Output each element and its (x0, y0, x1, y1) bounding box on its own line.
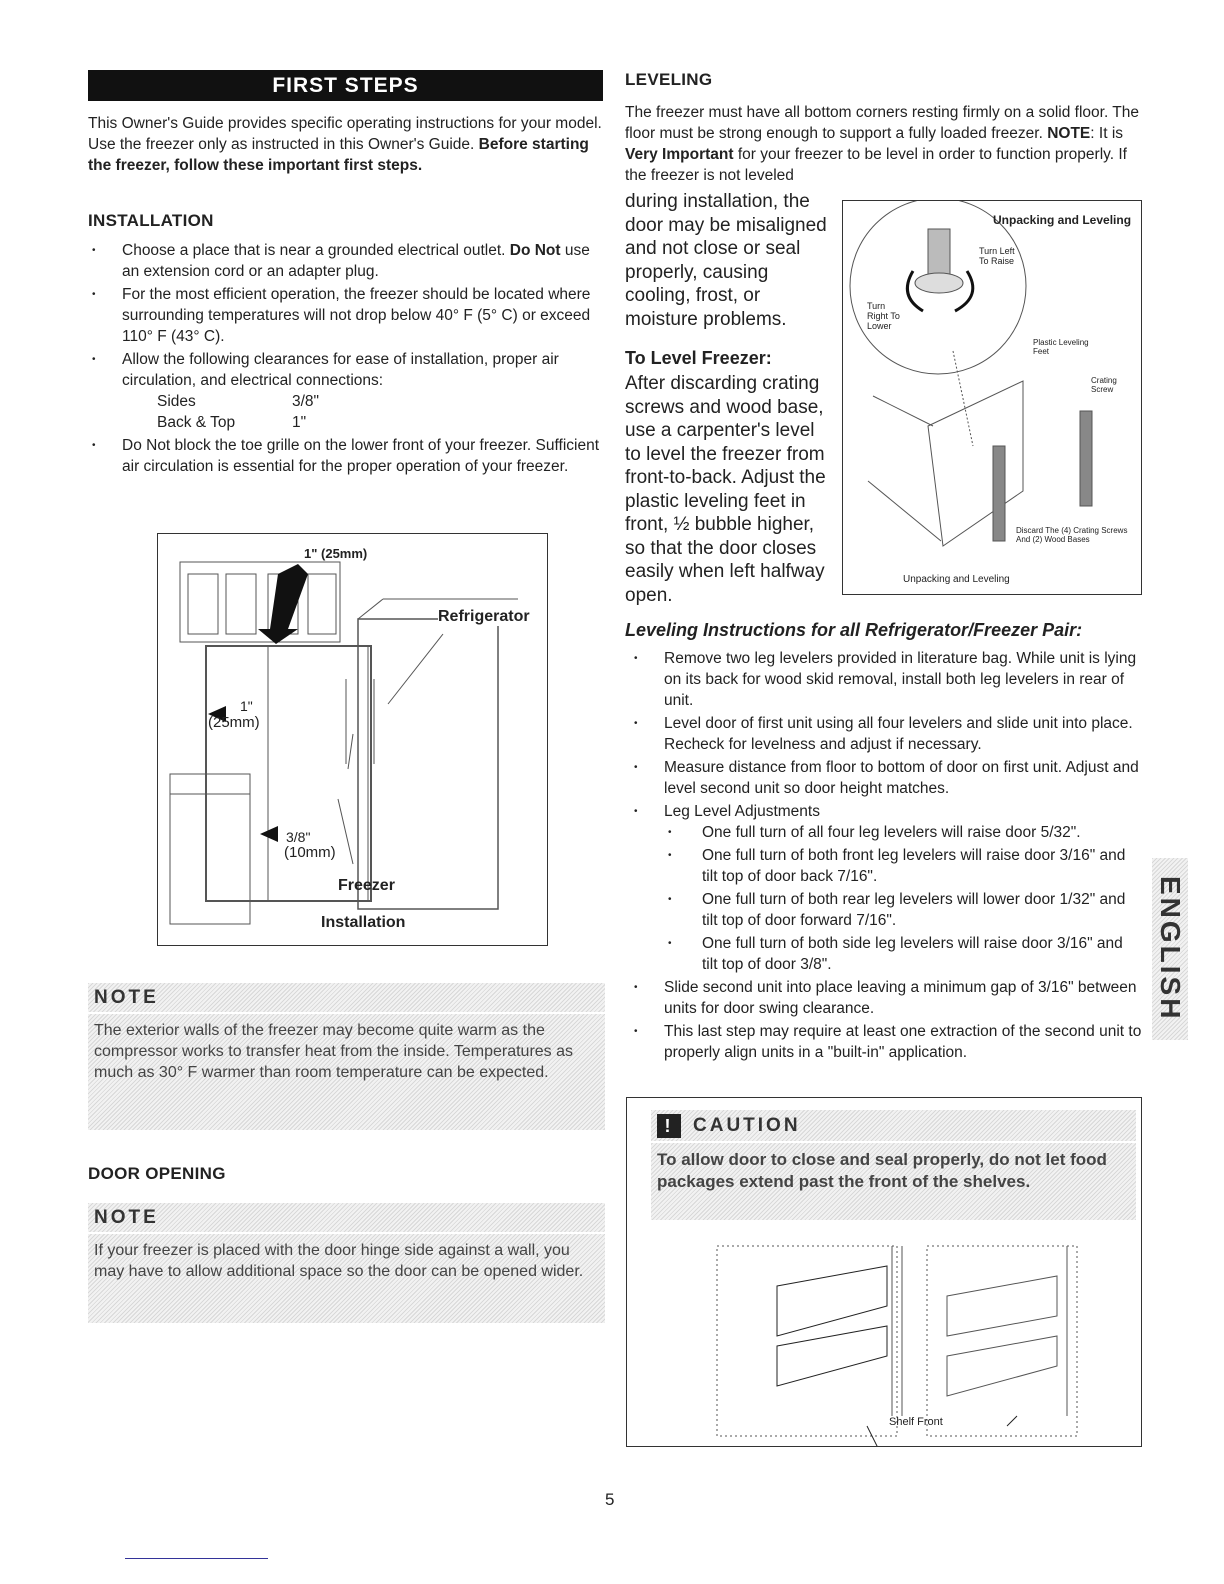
note-heading: NOTE (88, 1203, 605, 1234)
clearance-label: Sides (157, 393, 196, 410)
intro (88, 113, 608, 176)
t: Leg Level Adjustments (664, 803, 820, 820)
caution-box (626, 1097, 1142, 1447)
warning-icon: ! (657, 1114, 681, 1138)
dim-side-mm: (25mm) (208, 714, 260, 731)
label-shelf-front: Shelf Front (889, 1416, 943, 1428)
clearance-label: Back & Top (157, 414, 236, 431)
shelf-illustration (627, 1226, 1141, 1446)
label-discard: Discard The (4) Crating Screws And (2) Wood Bases (1016, 526, 1128, 544)
note-text: If your freezer is placed with the door hinge side against a wall, you may have to allow additional space so the door can be opened wider. (94, 1242, 584, 1280)
figure-caption: Installation (321, 914, 406, 931)
t: Allow the following clearances for ease of installation, proper air circulation, and electrical connections: (122, 351, 559, 389)
door-opening-heading: DOOR OPENING (88, 1164, 226, 1183)
caution-text: To allow door to close and seal properly, do not let food packages extend past the front of the shelves. (657, 1150, 1107, 1191)
caution-panel (651, 1110, 1136, 1220)
clearance-value: 1" (292, 414, 307, 431)
caution-heading: CAUTION (693, 1115, 801, 1136)
dim-gap: 3/8" (286, 829, 311, 845)
caution-header (651, 1110, 1136, 1143)
note-box-door (88, 1203, 605, 1323)
note-box (88, 983, 605, 1130)
list-item (88, 240, 608, 282)
clearance-value: 3/8" (292, 393, 320, 410)
list-item: • Slide second unit into place leaving a minimum gap of 3/16" between units for door swing clearance. (630, 977, 1142, 1019)
language-tab: ENGLISH (1152, 858, 1188, 1040)
leveling-p3: After discarding crating screws and wood base, use a carpenter's level to level the freezer from front-to-back. Adjust the plastic leveling feet in front, ½ bubble higher, so that the door closes easily when left halfway open. (625, 373, 826, 606)
t: Choose a place that is near a grounded electrical outlet. (122, 242, 506, 259)
sub-item: • One full turn of both rear leg levelers will lower door 1/32" and tilt top of door forward 7/16". (664, 889, 1134, 931)
label-turn-left: Turn Left To Raise (979, 246, 1015, 266)
sub-item: • One full turn of both side leg levelers will raise door 3/16" and tilt top of door 3/8". (664, 933, 1134, 975)
section-title: FIRST STEPS (88, 70, 603, 101)
t: NOTE (1047, 125, 1091, 142)
list-item: • Remove two leg levelers provided in literature bag. While unit is lying on its back for wood skid removal, install both leg levelers in rear of unit. (630, 648, 1142, 711)
leveling-figure (842, 200, 1142, 595)
leveling-intro (625, 102, 1145, 186)
sub-item: • One full turn of both front leg levelers will raise door 3/16" and tilt top of door back 7/16". (664, 845, 1134, 887)
t: Do Not (509, 242, 561, 259)
label-refrigerator: Refrigerator (438, 608, 530, 625)
leveling-heading: LEVELING (625, 70, 713, 89)
intro-bold: Before starting the freezer, follow these important first steps. (88, 136, 589, 174)
installation-list (88, 240, 608, 479)
footer-rule (125, 1558, 268, 1559)
t: : It is (1090, 125, 1124, 142)
intro-text: This Owner's Guide provides specific operating instructions for your model. Use the freezer only as instructed in this Owner's Guide. (88, 115, 602, 153)
figure-caption: Unpacking and Leveling (903, 574, 1010, 585)
label-freezer: Freezer (338, 877, 395, 894)
list-item (630, 801, 1142, 975)
t: Very Important (625, 146, 734, 163)
list-item: • This last step may require at least one extraction of the second unit to properly align units in a "built-in" application. (630, 1021, 1142, 1063)
dim-gap-mm: (10mm) (284, 844, 336, 861)
label-turn-right: Turn Right To Lower (867, 301, 900, 331)
dim-top: 1" (25mm) (304, 546, 368, 561)
label-crating-screw: Crating Screw (1091, 376, 1117, 394)
to-level-heading: To Level Freezer: (625, 348, 772, 368)
pair-list (630, 648, 1142, 1065)
leveling-p2: during installation, the door may be misaligned and not close or seal properly, causing cooling, frost, or moisture problems. (625, 191, 827, 330)
installation-figure (157, 533, 548, 946)
t: The freezer must have all bottom corners resting firmly on a solid floor. The floor must be strong enough to support a fully loaded freezer. (625, 104, 1140, 142)
note-heading: NOTE (88, 983, 605, 1014)
list-item: • Do Not block the toe grille on the lower front of your freezer. Sufficient air circulation is essential for the proper operation of your freezer. (88, 435, 608, 477)
note-text: The exterior walls of the freezer may become quite warm as the compressor works to transfer heat from the inside. Temperatures as much as 30° F warmer than room temperature can be expected. (94, 1022, 574, 1081)
list-item: • For the most efficient operation, the freezer should be located where surrounding temperatures will not drop below 40° F (5° C) or exceed 110° F (43° C). (88, 284, 608, 347)
figure-title: Unpacking and Leveling (993, 213, 1132, 227)
t: use an extension cord or an adapter plug. (122, 242, 590, 280)
t: for your freezer to be level in order to function properly. If the freezer is not leveled (625, 146, 1127, 184)
dim-side: 1" (240, 698, 253, 714)
page-number: 5 (605, 1490, 615, 1509)
list-item (88, 349, 608, 433)
installation-heading: INSTALLATION (88, 211, 214, 230)
list-item: • Measure distance from floor to bottom of door on first unit. Adjust and level second unit so door height matches. (630, 757, 1142, 799)
label-leveling-feet: Plastic Leveling Feet (1033, 338, 1089, 356)
pair-heading: Leveling Instructions for all Refrigerator/Freezer Pair: (625, 620, 1083, 640)
sub-item: • One full turn of all four leg levelers will raise door 5/32". (664, 822, 1134, 843)
list-item: • Level door of first unit using all four levelers and slide unit into place. Recheck for levelness and adjust if necessary. (630, 713, 1142, 755)
